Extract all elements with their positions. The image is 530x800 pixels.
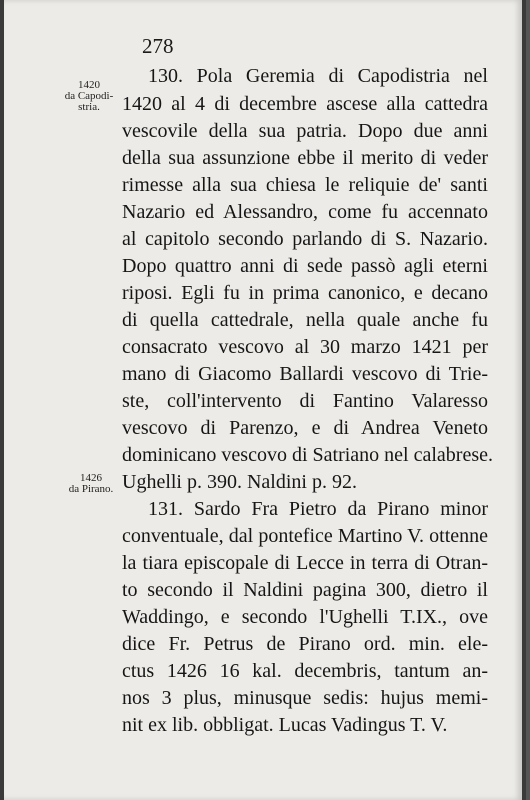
text-line: 131. Sardo Fra Pietro da Pirano minor [148,498,488,520]
text-line: Ughelli p. 390. Naldini p. 92. [122,471,357,493]
text-line: vescovo di Parenzo, e di Andrea Veneto [122,417,488,439]
page-number: 278 [142,34,174,58]
margin-note-1420 [52,80,126,113]
text-line: nit ex lib. obbligat. Lucas Vadingus T. V. [122,714,448,736]
text-line: to secondo il Naldini pagina 300, dietro il [122,579,488,601]
margin-note-1426 [56,473,126,495]
text-line: ctus 1426 16 kal. decembris, tantum an- [122,660,488,682]
text-line: nos 3 plus, minusque sedis: hujus memi- [122,687,488,709]
text-line: consacrato vescovo al 30 marzo 1421 per [122,336,488,358]
margin-note-line: 1426 [80,472,102,484]
text-line: dice Fr. Petrus de Pirano ord. min. ele- [122,633,488,655]
margin-note-line: da Pirano. [68,483,114,495]
text-line: dominicano vescovo di Satriano nel calabrese. [122,444,493,466]
text-line: Waddingo, e secondo l'Ughelli T.IX., ove [122,606,488,628]
text-line: vescovile della sua patria. Dopo due anni [122,120,488,142]
text-line: della sua assunzione ebbe il merito di veder [122,147,488,169]
text-line: 130. Pola Geremia di Capodistria nel [148,65,488,87]
text-line: riposi. Egli fu in prima canonico, e decano [122,282,488,304]
page-edge [526,0,530,800]
text-line: conventuale, dal pontefice Martino V. ottenne [122,525,488,547]
text-line: al capitolo secondo parlando di S. Nazario. [122,228,488,250]
text-line: rimesse alla sua chiesa le reliquie de' santi [122,174,488,196]
text-line: 1420 al 4 di decembre ascese alla cattedra [122,93,488,115]
text-line: Nazario ed Alessandro, come fu accennato [122,201,488,223]
margin-note-line: 1420 [78,79,100,91]
text-line: di quella cattedrale, nella quale anche fu [122,309,488,331]
text-line: mano di Giacomo Ballardi vescovo di Trie- [122,363,488,385]
book-page [4,0,522,800]
text-line: ste, coll'intervento di Fantino Valaresso [122,390,488,412]
margin-note-line: stria. [78,101,100,113]
margin-note-line: da Capodi- [64,90,114,102]
text-line: la tiara episcopale di Lecce in terra di Otran- [122,552,488,574]
text-line: Dopo quattro anni di sede passò agli eterni [122,255,488,277]
